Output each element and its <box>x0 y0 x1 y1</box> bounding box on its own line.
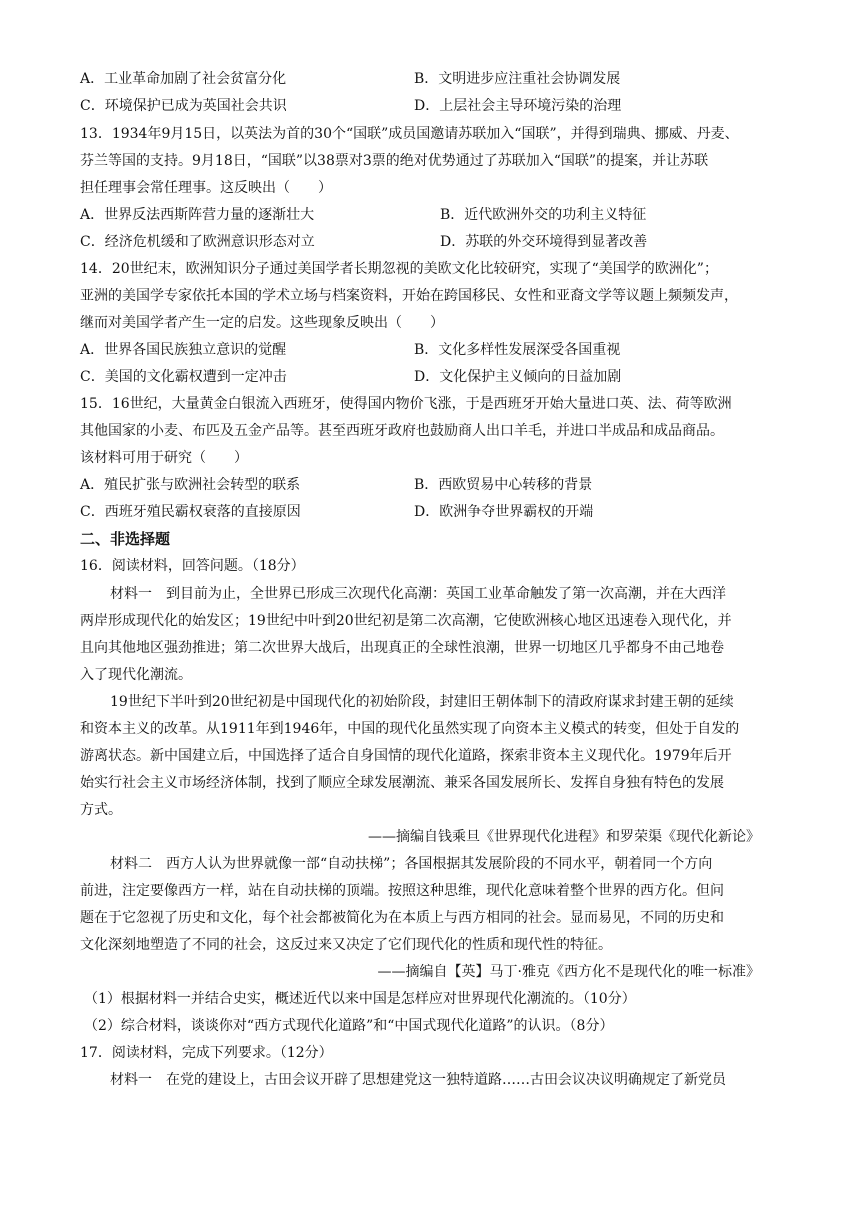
q17-title: 17．阅读材料，完成下列要求。（12分） <box>80 1045 333 1061</box>
q15-stem-line-3: 该材料可用于研究（ ） <box>80 450 248 466</box>
q13-option-b[interactable]: B．近代欧洲外交的功利主义特征 <box>440 207 647 223</box>
q12-option-b[interactable]: B．文明进步应注重社会协调发展 <box>414 71 621 87</box>
q16-material1-source: ——摘编自钱乘旦《世界现代化进程》和罗荣渠《现代化新论》 <box>368 829 760 845</box>
q15-option-a[interactable]: A．殖民扩张与欧洲社会转型的联系 <box>80 477 301 493</box>
q16-material1b-line-4: 始实行社会主义市场经济体制，找到了顺应全球发展潮流、兼采各国发展所长、发挥自身独有特色的发展 <box>80 775 724 791</box>
q16-material2-source: ——摘编自【英】马丁·雅克《西方化不是现代化的唯一标准》 <box>377 964 760 980</box>
q13-stem-line-3: 担任理事会常任理事。这反映出（ ） <box>80 180 332 196</box>
q14-stem-line-2: 亚洲的美国学专家依托本国的学术立场与档案资料，开始在跨国移民、女性和亚裔文学等议题上频频发声， <box>80 288 738 304</box>
q16-material1-line-2: 两岸形成现代化的始发区；19世纪中叶到20世纪初是第二次高潮，它使欧洲核心地区迅速卷入现代化，并 <box>80 613 732 629</box>
q16-material2-line-4: 文化深刻地塑造了不同的社会，这反过来又决定了它们现代化的性质和现代性的特征。 <box>80 937 612 953</box>
q13-option-d[interactable]: D．苏联的外交环境得到显著改善 <box>440 234 648 250</box>
q12-option-c[interactable]: C．环境保护已成为英国社会共识 <box>80 98 287 114</box>
q15-option-d[interactable]: D．欧洲争夺世界霸权的开端 <box>414 504 594 520</box>
q13-option-c[interactable]: C．经济危机缓和了欧洲意识形态对立 <box>80 234 315 250</box>
section-title: 二、非选择题 <box>80 530 171 548</box>
q13-stem-line-2: 芬兰等国的支持。9月18日，“国联”以38票对3票的绝对优势通过了苏联加入“国联”的提案，并让苏联 <box>80 153 709 169</box>
q16-subquestion-1: （1）根据材料一并结合史实，概述近代以来中国是怎样应对世界现代化潮流的。（10分） <box>84 991 636 1007</box>
q16-material2-line-1: 材料二 西方人认为世界就像一部“自动扶梯”；各国根据其发展阶段的不同水平，朝着同一个方向 <box>110 856 713 872</box>
q14-stem-line-3: 继而对美国学者产生一定的启发。这些现象反映出（ ） <box>80 315 444 331</box>
q16-title: 16．阅读材料，回答问题。（18分） <box>80 558 305 574</box>
q16-material1b-line-1: 19世纪下半叶到20世纪初是中国现代化的初始阶段，封建旧王朝体制下的清政府谋求封建王朝的延续 <box>110 694 734 710</box>
q15-stem-line-2: 其他国家的小麦、布匹及五金产品等。甚至西班牙政府也鼓励商人出口羊毛，并进口半成品和成品商品。 <box>80 423 724 439</box>
q14-option-d[interactable]: D．文化保护主义倾向的日益加剧 <box>414 369 622 385</box>
q16-material1b-line-5: 方式。 <box>80 802 122 818</box>
q12-option-d[interactable]: D．上层社会主导环境污染的治理 <box>414 98 622 114</box>
q13-option-a[interactable]: A．世界反法西斯阵营力量的逐渐壮大 <box>80 207 315 223</box>
q16-subquestion-2: （2）综合材料，谈谈你对“西方式现代化道路”和“中国式现代化道路”的认识。（8分） <box>84 1018 614 1034</box>
q14-option-a[interactable]: A．世界各国民族独立意识的觉醒 <box>80 342 287 358</box>
q14-option-c[interactable]: C．美国的文化霸权遭到一定冲击 <box>80 369 287 385</box>
q16-material1-line-3: 且向其他地区强劲推进；第二次世界大战后，出现真正的全球性浪潮，世界一切地区几乎都身不由己地卷 <box>80 640 724 656</box>
q16-material2-line-3: 题在于它忽视了历史和文化，每个社会都被简化为在本质上与西方相同的社会。显而易见，不同的历史和 <box>80 910 724 926</box>
q12-option-a[interactable]: A．工业革命加剧了社会贫富分化 <box>80 71 287 87</box>
q14-option-b[interactable]: B．文化多样性发展深受各国重视 <box>414 342 621 358</box>
q17-material1-line-1: 材料一 在党的建设上，古田会议开辟了思想建党这一独特道路……古田会议决议明确规定了新党员 <box>110 1072 726 1088</box>
q16-material2-line-2: 前进，注定要像西方一样，站在自动扶梯的顶端。按照这种思维，现代化意味着整个世界的西方化。但问 <box>80 883 724 899</box>
q15-stem-line-1: 15．16世纪，大量黄金白银流入西班牙，使得国内物价飞涨，于是西班牙开始大量进口英、法、荷等欧洲 <box>80 396 732 412</box>
q14-stem-line-1: 14．20世纪末，欧洲知识分子通过美国学者长期忽视的美欧文化比较研究，实现了“美国学的欧洲化”； <box>80 261 718 277</box>
q15-option-b[interactable]: B．西欧贸易中心转移的背景 <box>414 477 593 493</box>
q16-material1b-line-2: 和资本主义的改革。从1911年到1946年，中国的现代化虽然实现了向资本主义模式的转变，但处于自发的 <box>80 721 740 737</box>
q13-stem-line-1: 13．1934年9月15日，以英法为首的30个“国联”成员国邀请苏联加入“国联”，并得到瑞典、挪威、丹麦、 <box>80 126 739 142</box>
q16-material1-line-1: 材料一 到目前为止，全世界已形成三次现代化高潮：英国工业革命触发了第一次高潮，并在大西洋 <box>110 586 726 602</box>
q16-material1b-line-3: 游离状态。新中国建立后，中国选择了适合自身国情的现代化道路，探索非资本主义现代化。1979年后开 <box>80 748 732 764</box>
q15-option-c[interactable]: C．西班牙殖民霸权衰落的直接原因 <box>80 504 301 520</box>
q16-material1-line-4: 入了现代化潮流。 <box>80 667 192 683</box>
